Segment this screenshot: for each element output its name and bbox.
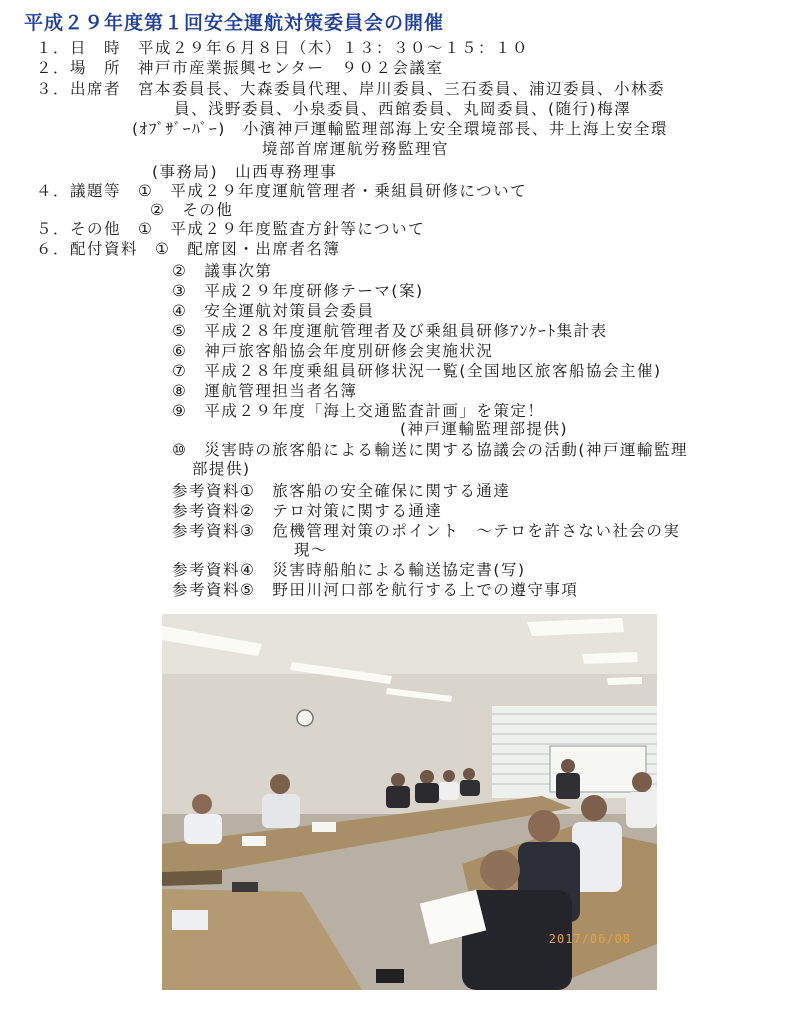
handout-4: ④ 安全運航対策員会委員	[172, 302, 375, 320]
item-secretariat: (事務局) 山西専務理事	[152, 163, 338, 181]
item-handouts: ６．配付資料 ① 配席図・出席者名簿	[36, 240, 341, 258]
item-attendees-cont: 員、浅野委員、小泉委員、西館委員、丸岡委員、(随行)梅澤	[174, 100, 632, 118]
reference-3-cont: 現～	[294, 541, 329, 559]
handout-9: ⑨ 平成２９年度「海上交通監査計画」を策定！	[172, 402, 545, 420]
handout-5: ⑤ 平成２８年度運航管理者及び乗組員研修ｱﾝｹｰﾄ集計表	[172, 322, 608, 340]
reference-4: 参考資料④ 災害時船舶による輸送協定書(写)	[172, 561, 526, 579]
handout-6: ⑥ 神戸旅客船協会年度別研修会実施状況	[172, 342, 494, 360]
page-title: 平成２９年度第１回安全運航対策委員会の開催	[24, 12, 445, 34]
handout-10-cont: 部提供)	[192, 460, 251, 478]
reference-3: 参考資料③ 危機管理対策のポイント ～テロを許さない社会の実	[172, 522, 681, 540]
handout-8: ⑧ 運航管理担当者名簿	[172, 382, 358, 400]
handout-9-source: (神戸運輸監理部提供)	[400, 420, 569, 438]
item-observers: (ｵﾌﾞｻﾞｰﾊﾞｰ) 小濱神戸運輸監理部海上安全環境部長、井上海上安全環	[132, 120, 668, 138]
item-date-time: １．日 時 平成２９年６月８日（木）１３：３０～１５：１０	[36, 39, 530, 57]
item-agenda: ４．議題等 ① 平成２９年度運航管理者・乗組員研修について	[36, 182, 528, 200]
reference-5: 参考資料⑤ 野田川河口部を航行する上での遵守事項	[172, 581, 579, 599]
reference-2: 参考資料② テロ対策に関する通達	[172, 502, 443, 520]
handout-3: ③ 平成２９年度研修テーマ(案)	[172, 282, 424, 300]
item-agenda-other: ② その他	[150, 201, 234, 219]
handout-7: ⑦ 平成２８年度乗組員研修状況一覧(全国地区旅客船協会主催)	[172, 362, 662, 380]
meeting-photo	[162, 614, 657, 990]
item-attendees: ３．出席者 宮本委員長、大森委員代理、岸川委員、三石委員、浦辺委員、小林委	[36, 80, 666, 98]
item-observers-cont: 境部首席運航労務監理官	[262, 140, 450, 158]
photo-date-stamp: 2017/06/08	[548, 932, 631, 946]
item-other: ５．その他 ① 平成２９年度監査方針等について	[36, 220, 426, 238]
reference-1: 参考資料① 旅客船の安全確保に関する通達	[172, 482, 511, 500]
handout-2: ② 議事次第	[172, 262, 273, 280]
wall-clock	[297, 710, 313, 726]
handout-10: ⑩ 災害時の旅客船による輸送に関する協議会の活動(神戸運輸監理	[172, 441, 688, 459]
item-place: ２．場 所 神戸市産業振興センター ９０２会議室	[36, 59, 444, 77]
